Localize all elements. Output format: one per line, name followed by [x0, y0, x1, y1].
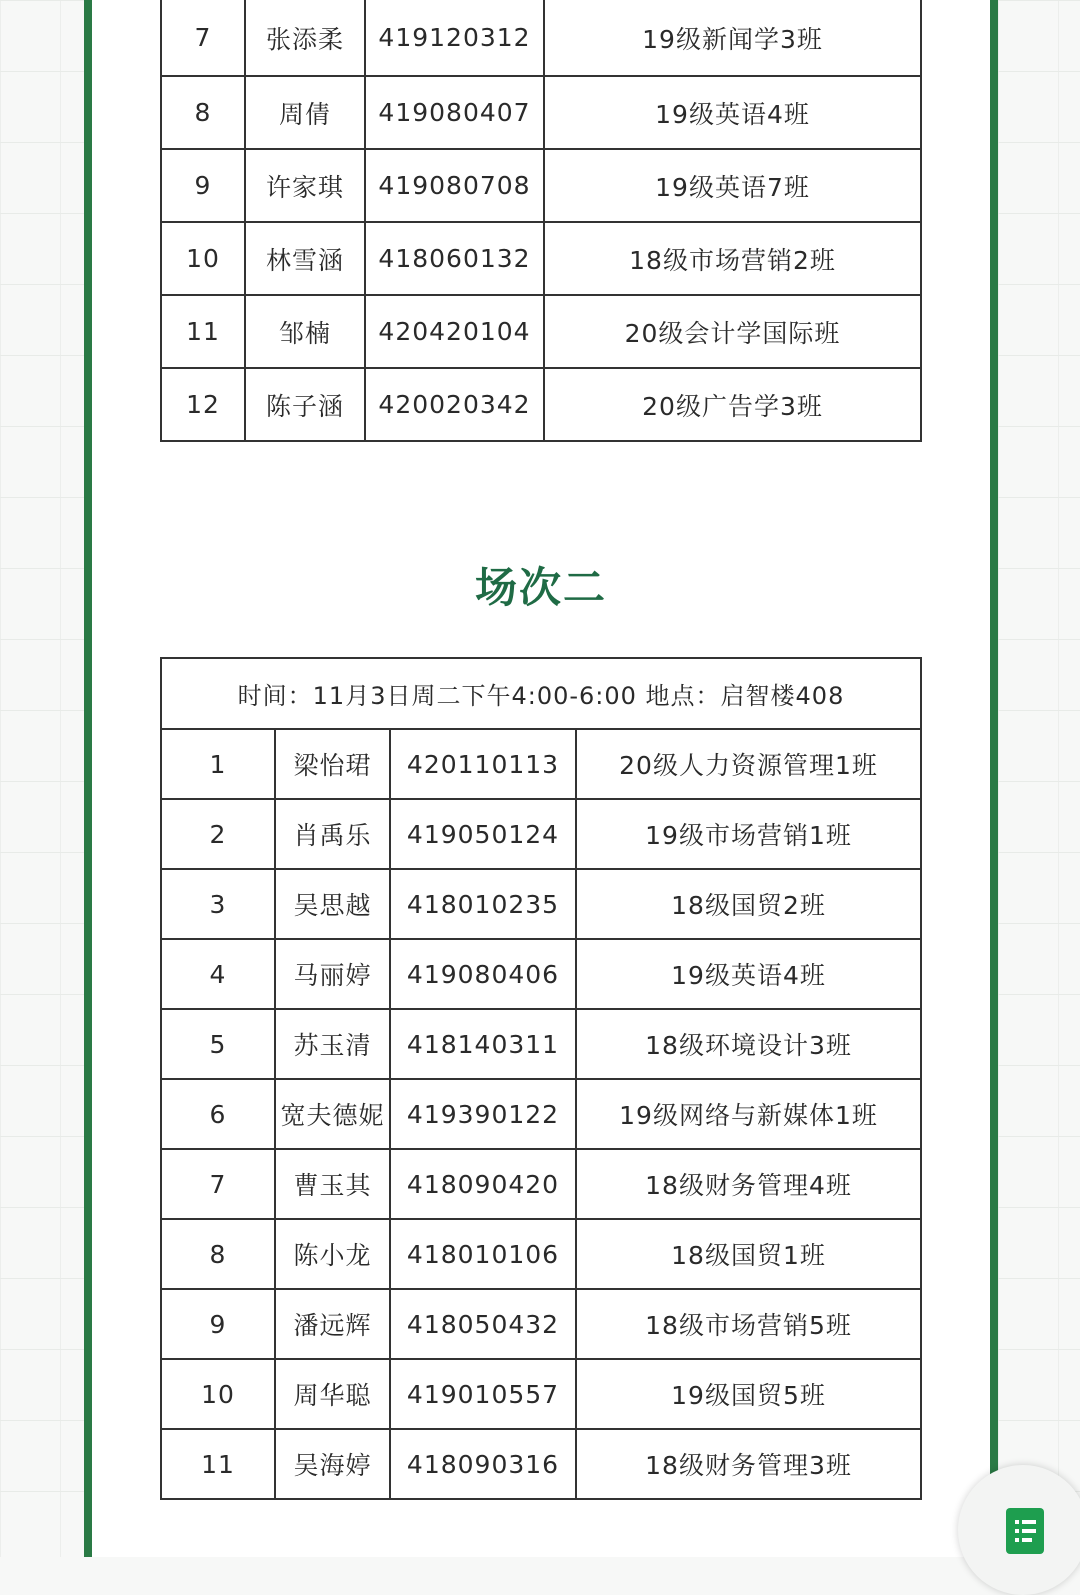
table-row	[161, 939, 921, 1009]
student-name-cell: 马丽婷	[275, 939, 390, 1009]
class-name-cell: 18级财务管理3班	[576, 1429, 921, 1499]
student-id-cell: 419050124	[390, 799, 576, 869]
student-id-cell: 420020342	[365, 368, 544, 441]
student-id-cell: 418010106	[390, 1219, 576, 1289]
table-row	[161, 1009, 921, 1079]
student-id-cell: 418060132	[365, 222, 544, 295]
student-name-cell: 周华聪	[275, 1359, 390, 1429]
row-number-cell: 12	[161, 368, 245, 441]
row-number-cell: 1	[161, 729, 275, 799]
table-row	[161, 869, 921, 939]
row-number-cell: 8	[161, 1219, 275, 1289]
session-two-time-location: 时间：11月3日周二下午4:00-6:00 地点：启智楼408	[161, 658, 921, 729]
class-name-cell: 18级国贸2班	[576, 869, 921, 939]
table-row	[161, 1219, 921, 1289]
row-number-cell: 11	[161, 1429, 275, 1499]
student-name-cell: 宽夫德妮	[275, 1079, 390, 1149]
table-row	[161, 0, 921, 76]
table-row	[161, 1079, 921, 1149]
session-two-table	[160, 657, 922, 1500]
class-name-cell: 18级市场营销2班	[544, 222, 921, 295]
student-id-cell: 418090316	[390, 1429, 576, 1499]
row-number-cell: 4	[161, 939, 275, 1009]
class-name-cell: 19级英语4班	[576, 939, 921, 1009]
student-name-cell: 潘远辉	[275, 1289, 390, 1359]
class-name-cell: 18级市场营销5班	[576, 1289, 921, 1359]
left-margin-grid	[0, 0, 84, 1557]
row-number-cell: 9	[161, 1289, 275, 1359]
student-id-cell: 419080407	[365, 76, 544, 149]
student-id-cell: 419010557	[390, 1359, 576, 1429]
student-id-cell: 420420104	[365, 295, 544, 368]
student-name-cell: 林雪涵	[245, 222, 365, 295]
student-name-cell: 吴思越	[275, 869, 390, 939]
row-number-cell: 2	[161, 799, 275, 869]
student-name-cell: 肖禹乐	[275, 799, 390, 869]
student-name-cell: 张添柔	[245, 0, 365, 76]
student-id-cell: 419120312	[365, 0, 544, 76]
table-row	[161, 149, 921, 222]
row-number-cell: 8	[161, 76, 245, 149]
student-name-cell: 许家琪	[245, 149, 365, 222]
class-name-cell: 19级新闻学3班	[544, 0, 921, 76]
session-two-header-row	[161, 658, 921, 729]
class-name-cell: 18级财务管理4班	[576, 1149, 921, 1219]
table-row	[161, 222, 921, 295]
class-name-cell: 18级环境设计3班	[576, 1009, 921, 1079]
table-row	[161, 76, 921, 149]
right-margin-grid	[998, 0, 1080, 1557]
class-name-cell: 19级市场营销1班	[576, 799, 921, 869]
student-id-cell: 419080406	[390, 939, 576, 1009]
class-name-cell: 19级英语4班	[544, 76, 921, 149]
class-name-cell: 19级国贸5班	[576, 1359, 921, 1429]
session-two-title: 场次二	[474, 563, 607, 612]
left-page-border	[84, 0, 92, 1557]
table-row	[161, 1289, 921, 1359]
student-id-cell: 420110113	[390, 729, 576, 799]
student-name-cell: 吴海婷	[275, 1429, 390, 1499]
table-row	[161, 1429, 921, 1499]
student-name-cell: 邹楠	[245, 295, 365, 368]
student-name-cell: 陈小龙	[275, 1219, 390, 1289]
student-name-cell: 陈子涵	[245, 368, 365, 441]
class-name-cell: 20级人力资源管理1班	[576, 729, 921, 799]
student-id-cell: 419390122	[390, 1079, 576, 1149]
table-row	[161, 368, 921, 441]
row-number-cell: 7	[161, 1149, 275, 1219]
student-name-cell: 苏玉清	[275, 1009, 390, 1079]
row-number-cell: 7	[161, 0, 245, 76]
row-number-cell: 3	[161, 869, 275, 939]
class-name-cell: 19级网络与新媒体1班	[576, 1079, 921, 1149]
class-name-cell: 19级英语7班	[544, 149, 921, 222]
class-name-cell: 20级广告学3班	[544, 368, 921, 441]
table-row	[161, 1359, 921, 1429]
student-id-cell: 418090420	[390, 1149, 576, 1219]
student-id-cell: 418010235	[390, 869, 576, 939]
row-number-cell: 11	[161, 295, 245, 368]
table-row	[161, 729, 921, 799]
class-name-cell: 18级国贸1班	[576, 1219, 921, 1289]
student-id-cell: 418050432	[390, 1289, 576, 1359]
row-number-cell: 9	[161, 149, 245, 222]
row-number-cell: 5	[161, 1009, 275, 1079]
table-row	[161, 1149, 921, 1219]
document-page	[92, 0, 990, 1557]
table-row	[161, 799, 921, 869]
student-id-cell: 419080708	[365, 149, 544, 222]
student-name-cell: 梁怡珺	[275, 729, 390, 799]
student-id-cell: 418140311	[390, 1009, 576, 1079]
right-page-border	[990, 0, 998, 1557]
row-number-cell: 10	[161, 222, 245, 295]
student-name-cell: 曹玉其	[275, 1149, 390, 1219]
student-name-cell: 周倩	[245, 76, 365, 149]
table-row	[161, 295, 921, 368]
class-name-cell: 20级会计学国际班	[544, 295, 921, 368]
document-list-icon[interactable]	[1006, 1508, 1044, 1554]
row-number-cell: 10	[161, 1359, 275, 1429]
row-number-cell: 6	[161, 1079, 275, 1149]
session-one-table	[160, 0, 922, 442]
